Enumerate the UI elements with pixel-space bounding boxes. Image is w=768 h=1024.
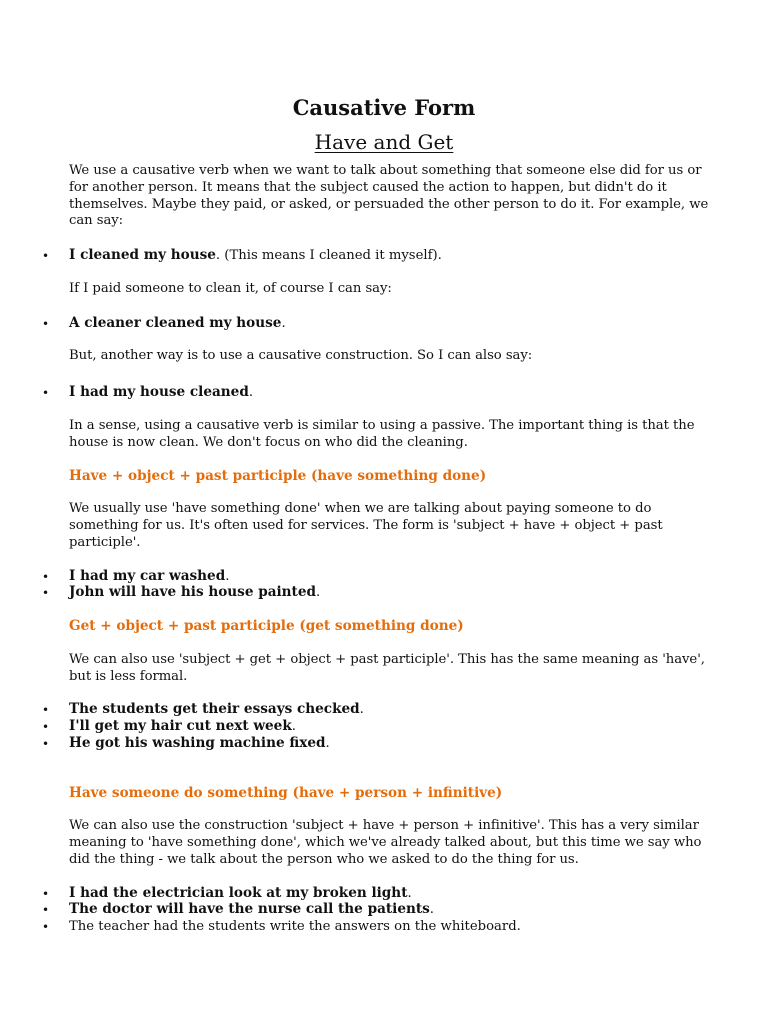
bullet-icon: • [42,887,50,901]
example-text [69,384,253,401]
example-bold: I cleaned my house [69,247,216,263]
example-bold: I had the electrician look at my broken light [69,885,408,901]
example-item [0,701,760,718]
example-rest: . [225,569,230,584]
section-text-someone: We can also use the construction 'subject + have + person + infinitive'. This has a very similar meaning to 'have something done', which we've already talked about, but this time we say who did the thing - we talk about the person who we asked to do the thing for us. [69,818,702,867]
example-bold: I'll get my hair cut next week [69,718,292,734]
another-way-paragraph: But, another way is to use a causative construction. So I can also say: [69,348,533,363]
section-heading-someone: Have someone do something (have + person + infinitive) [69,785,503,801]
example-item [0,901,760,918]
example-item [0,568,760,585]
example-item [0,584,760,601]
passive-paragraph: In a sense, using a causative verb is similar to using a passive. The important thing is that the house is now clean. We don't focus on who did the cleaning. [69,418,695,450]
bullet-icon: • [42,903,50,917]
paid-paragraph: If I paid someone to clean it, of course I can say: [69,281,392,296]
example-rest: . [359,702,364,717]
example-item [0,885,760,902]
bullet-icon: • [42,386,50,400]
example-text [69,885,412,902]
page-title: Causative Form [292,95,476,120]
example-rest: . [291,719,296,734]
example-rest: . [316,585,321,600]
example-rest: The teacher had the students write the answers on the whiteboard. [69,919,521,934]
example-text [69,901,434,918]
bullet-icon: • [42,737,50,751]
example-text [69,718,296,735]
bullet-icon: • [42,317,50,331]
example-item [0,718,760,735]
example-text [69,247,442,264]
example-bold: The doctor will have the nurse call the patients [69,901,430,917]
example-rest: . (This means I cleaned it myself). [215,248,442,263]
section-heading-get: Get + object + past participle (get something done) [69,618,464,634]
example-rest: . [281,316,286,331]
section-text-have: We usually use 'have something done' when we are talking about paying someone to do something for us. It's often used for services. The form is 'subject + have + object + past participle'. [69,501,663,550]
example-bold: The students get their essays checked [69,701,360,717]
intro-paragraph: We use a causative verb when we want to talk about something that someone else did for us or for another person. It means that the subject caused the action to happen, but didn't do it themselves. Maybe they paid, or asked, or persuaded the other person to do it. For example, we can say: [69,163,709,229]
example-bold: I had my house cleaned [69,384,249,400]
example-item [0,384,760,401]
section-heading-have: Have + object + past participle (have something done) [69,468,487,484]
example-item [0,315,760,332]
bullet-icon: • [42,586,50,600]
example-rest: . [248,385,254,400]
example-text [69,584,320,601]
example-bold: I had my car washed [69,568,226,584]
bullet-icon: • [42,720,50,734]
example-text [69,315,286,332]
example-item [0,918,760,935]
subtitle-text: Have and Get [314,130,454,154]
example-item [0,247,760,264]
example-bold: John will have his house painted [69,584,316,600]
bullet-icon: • [42,920,50,934]
bullet-icon: • [42,570,50,584]
example-text [69,701,364,718]
bullet-icon: • [42,249,50,263]
example-rest: . [429,902,434,917]
section-text-get: We can also use 'subject + get + object + past participle'. This has the same meaning as 'have', but is less formal. [69,652,705,684]
example-rest: . [407,886,412,901]
example-item [0,735,760,752]
example-rest: . [325,736,330,751]
example-bold: A cleaner cleaned my house [69,315,282,331]
example-text [69,568,229,585]
bullet-icon: • [42,703,50,717]
example-text [69,735,330,752]
page-subtitle [0,129,768,155]
example-text [69,918,521,935]
example-bold: He got his washing machine fixed [69,735,326,751]
